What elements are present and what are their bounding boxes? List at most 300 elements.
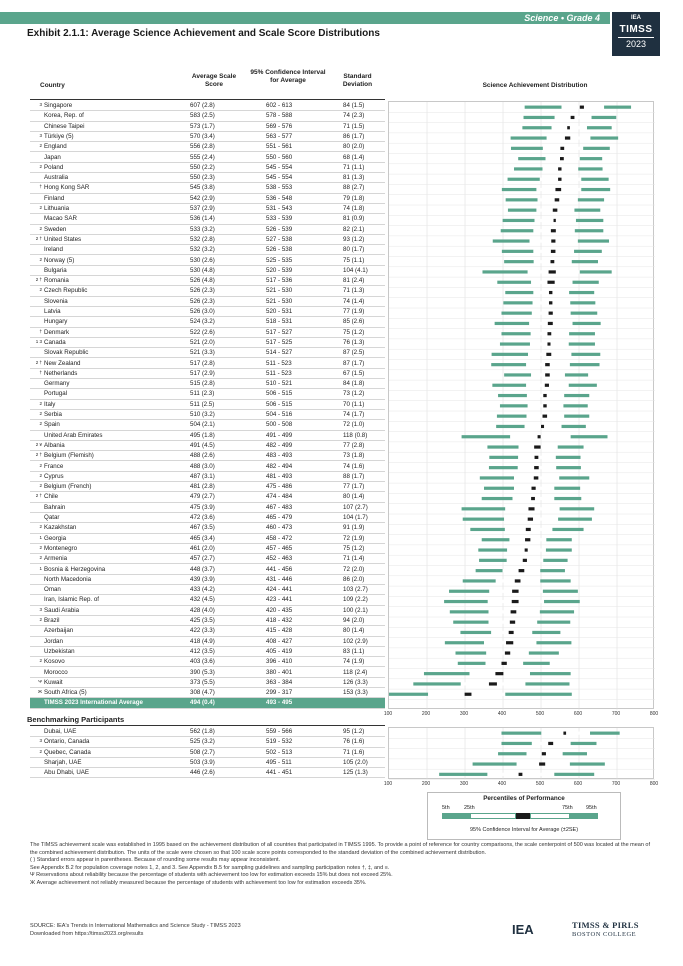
bar-p75-p95 [563, 752, 587, 755]
bar-p75-p95 [529, 651, 559, 654]
row-average-score: 465 (3.4) [190, 534, 215, 542]
bar-p75-p95 [554, 773, 594, 776]
row-country-name: Abu Dhabi, UAE [44, 769, 90, 777]
bar-ci-p75 [550, 363, 570, 366]
row-country-name: Bahrain [44, 503, 66, 511]
bar-p25-ci [536, 209, 552, 212]
row-confidence-interval: 517 - 525 [266, 338, 293, 346]
row-country-name: Kazakhstan [44, 524, 77, 532]
bar-p25-ci [532, 742, 548, 745]
row-average-score: 555 (2.4) [190, 153, 215, 161]
bar-p75-p95 [564, 394, 589, 397]
row-standard-deviation: 77 (1.7) [343, 483, 365, 491]
row-standard-deviation: 80 (1.4) [343, 493, 365, 501]
row-confidence-interval: 458 - 472 [266, 534, 293, 542]
table-row [30, 173, 385, 183]
row-country-name: Qatar [44, 514, 60, 521]
row-average-score: 428 (4.0) [190, 606, 215, 614]
bar-ci-p75 [555, 281, 573, 284]
row-country-name: Dubai, UAE [44, 728, 77, 735]
row-average-score: 517 (2.9) [190, 369, 215, 377]
row-confidence-interval: 465 - 479 [266, 514, 293, 521]
bar-p25-ci [533, 229, 550, 232]
row-average-score: 418 (4.9) [190, 637, 215, 645]
bar-p25-ci [531, 332, 548, 335]
source-line: SOURCE: IEA's Trends in International Mathematics and Science Study - TIMSS 2023 [30, 923, 241, 929]
bar-p25-ci [536, 188, 555, 191]
axis-tick-label: 600 [573, 780, 583, 787]
row-confidence-interval: 518 - 531 [266, 318, 293, 326]
row-standard-deviation: 71 (1.6) [343, 748, 365, 756]
row-standard-deviation: 75 (1.2) [343, 328, 365, 336]
ci-box [545, 384, 549, 387]
row-confidence-interval: 415 - 428 [266, 627, 293, 635]
bar-ci-p75 [471, 693, 505, 696]
download-line[interactable]: Downloaded from https://timss2023.org/results [30, 931, 144, 937]
footer-logo [512, 918, 662, 942]
ci-box [542, 752, 546, 755]
row-average-score: 532 (3.2) [190, 246, 215, 254]
bar-p5-p25 [514, 167, 543, 170]
row-country-name: Ontario, Canada [44, 738, 90, 746]
row-confidence-interval: 423 - 441 [266, 596, 293, 604]
ci-box [548, 742, 553, 745]
row-average-score: 403 (3.6) [190, 658, 215, 666]
ci-box [563, 732, 566, 735]
bar-p25-ci [528, 270, 549, 273]
bar-p25-ci [507, 559, 523, 562]
row-average-score: 481 (2.8) [190, 483, 215, 491]
table-row [30, 472, 385, 482]
bar-ci-p75 [536, 487, 555, 490]
bar-p25-ci [531, 281, 547, 284]
bar-p25-ci [519, 445, 535, 448]
row-country-name: Singapore [44, 102, 73, 109]
table-row [30, 183, 385, 193]
bar-p5-p25 [504, 260, 534, 263]
bar-p25-ci [533, 250, 550, 253]
row-average-score: 457 (2.7) [190, 555, 215, 563]
benchmarking-plot [388, 727, 654, 779]
ci-box [523, 559, 527, 562]
row-confidence-interval: 481 - 493 [266, 472, 293, 480]
bar-p75-p95 [581, 178, 608, 181]
row-confidence-interval: 578 - 588 [266, 112, 293, 120]
row-average-score: 511 (2.5) [190, 400, 215, 408]
row-average-score: 510 (3.2) [190, 411, 215, 418]
row-country-name: Spain [44, 421, 60, 429]
bar-p25-ci [525, 425, 541, 428]
row-confidence-interval: 521 - 530 [266, 287, 293, 295]
bar-p5-p25 [502, 250, 534, 253]
bar-ci-p75 [535, 497, 554, 500]
bar-p5-p25 [518, 157, 545, 160]
ci-box [525, 548, 528, 551]
row-confidence-interval: 536 - 548 [266, 194, 293, 202]
row-confidence-interval: 533 - 539 [266, 215, 293, 223]
row-standard-deviation: 67 (1.5) [343, 369, 365, 377]
bar-ci-p75 [524, 569, 540, 572]
row-standard-deviation: 118 (0.8) [343, 431, 368, 439]
axis-tick-label: 100 [383, 710, 393, 717]
bar-p75-p95 [559, 476, 589, 479]
row-standard-deviation: 72 (2.0) [343, 565, 365, 573]
row-standard-deviation: 79 (1.8) [343, 194, 365, 202]
bar-ci-p75 [541, 445, 558, 448]
bar-p5-p25 [479, 559, 507, 562]
row-standard-deviation: 76 (1.3) [343, 338, 365, 346]
table-row [30, 544, 385, 554]
col-header-average: Average Scale Score [191, 73, 237, 88]
row-confidence-interval: 420 - 435 [266, 606, 293, 614]
bar-p5-p25 [503, 301, 532, 304]
row-average-score: 607 (2.8) [190, 102, 215, 109]
bar-p5-p25 [501, 732, 541, 735]
row-confidence-interval: 545 - 554 [266, 163, 293, 171]
row-note: 2 [39, 472, 42, 478]
row-average-score: 522 (2.6) [190, 328, 215, 336]
bar-p75-p95 [571, 742, 597, 745]
col-header-distribution: Science Achievement Distribution [482, 82, 588, 89]
row-confidence-interval: 519 - 532 [266, 738, 293, 746]
row-confidence-interval: 474 - 484 [266, 493, 293, 501]
bar-ci-p75 [556, 270, 580, 273]
bar-p75-p95 [571, 312, 598, 315]
bar-p5-p25 [462, 507, 506, 510]
row-standard-deviation: 93 (1.2) [343, 235, 365, 243]
note-not-reliable: Ж Average achievement not reliably measured because the percentage of students with achievement too low for estimation exceeds 35%. [30, 879, 367, 886]
row-standard-deviation: 105 (2.0) [343, 758, 368, 766]
row-standard-deviation: 86 (1.7) [343, 132, 365, 140]
bar-p5-p25 [453, 621, 488, 624]
bar-p75-p95 [576, 219, 603, 222]
legend-bar-mid-upper [530, 813, 570, 819]
table-row [30, 758, 385, 768]
row-country-name: Montenegro [44, 544, 78, 552]
ci-box [553, 209, 558, 212]
table-row [30, 348, 385, 358]
bar-p25-ci [533, 301, 549, 304]
row-standard-deviation: 80 (1.4) [343, 627, 365, 635]
row-confidence-interval: 491 - 499 [266, 431, 293, 439]
row-country-name: Netherlands [44, 369, 78, 377]
row-country-name: Sweden [44, 225, 67, 233]
ci-box [531, 497, 535, 500]
row-note: 2 [39, 421, 42, 427]
ci-box [567, 126, 570, 129]
row-average-score: 550 (2.3) [190, 174, 215, 182]
bar-ci-p75 [538, 476, 559, 479]
ci-box [501, 662, 506, 665]
bar-p25-ci [504, 518, 528, 521]
row-note: 2 † [35, 359, 42, 365]
bar-ci-p75 [553, 322, 573, 325]
benchmarking-rule [30, 725, 385, 726]
ci-box [551, 260, 555, 263]
table-row [30, 737, 385, 747]
table-row [30, 688, 385, 698]
ci-box [528, 518, 533, 521]
bar-ci-p75 [553, 742, 570, 745]
bar-p75-p95 [587, 126, 612, 129]
bar-p25-ci [503, 569, 519, 572]
row-standard-deviation: 85 (2.6) [343, 318, 365, 326]
bar-ci-p75 [516, 610, 540, 613]
bar-p5-p25 [522, 126, 551, 129]
row-standard-deviation: 70 (1.1) [343, 400, 365, 408]
note-se: ( ) Standard errors appear in parentheses. Because of rounding some results may appear inconsistent. [30, 857, 281, 864]
table-row [30, 379, 385, 389]
legend-p95: 95th [586, 805, 597, 811]
bar-ci-p75 [551, 353, 571, 356]
ci-box [519, 773, 523, 776]
bar-ci-p75 [519, 590, 543, 593]
logo-year: 2023 [618, 37, 654, 49]
bar-p75-p95 [569, 342, 595, 345]
row-confidence-interval: 467 - 483 [266, 503, 293, 511]
bar-p5-p25 [463, 579, 496, 582]
bar-p5-p25 [470, 528, 505, 531]
row-note: 2 [39, 483, 42, 489]
row-confidence-interval: 500 - 508 [266, 421, 293, 429]
bar-p5-p25 [500, 404, 528, 407]
table-row [30, 276, 385, 286]
ci-box [512, 600, 519, 603]
row-confidence-interval: 460 - 473 [266, 524, 293, 532]
table-row [30, 534, 385, 544]
legend-bar-upper [570, 813, 598, 819]
row-note: 1 [39, 534, 42, 540]
ci-box [560, 157, 564, 160]
bar-p5-p25 [501, 742, 531, 745]
row-average-score: 550 (2.2) [190, 163, 215, 171]
bar-p5-p25 [497, 281, 531, 284]
bar-p5-p25 [484, 487, 514, 490]
table-row [30, 420, 385, 430]
intl-name: TIMSS 2023 International Average [44, 699, 143, 707]
ci-box [546, 353, 551, 356]
bar-p5-p25 [497, 415, 527, 418]
row-standard-deviation: 74 (1.6) [343, 462, 365, 470]
row-average-score: 390 (5.3) [190, 668, 215, 676]
ci-box [547, 281, 554, 284]
bar-p75-p95 [505, 693, 572, 696]
table-row [30, 575, 385, 585]
row-note: 2 [39, 400, 42, 406]
bar-p75-p95 [552, 528, 583, 531]
row-standard-deviation: 74 (1.7) [343, 411, 365, 418]
ci-box [549, 291, 552, 294]
row-confidence-interval: 550 - 560 [266, 153, 293, 161]
row-confidence-interval: 531 - 543 [266, 205, 293, 212]
row-average-score: 308 (4.7) [190, 689, 215, 697]
bar-p75-p95 [546, 538, 571, 541]
bar-p25-ci [509, 538, 525, 541]
bar-ci-p75 [503, 672, 530, 675]
row-country-name: Czech Republic [44, 287, 88, 295]
row-note: 2 † [35, 493, 42, 499]
table-row [30, 307, 385, 317]
bar-p25-ci [541, 732, 563, 735]
row-standard-deviation: 74 (2.3) [343, 112, 365, 120]
bar-p5-p25 [413, 682, 461, 685]
row-standard-deviation: 81 (0.9) [343, 215, 365, 223]
ci-box [549, 270, 556, 273]
bar-p5-p25 [482, 270, 527, 273]
row-confidence-interval: 299 - 317 [266, 689, 293, 697]
legend-title: Percentiles of Performance [483, 795, 565, 802]
row-standard-deviation: 75 (1.1) [343, 256, 365, 264]
ci-box [509, 631, 514, 634]
table-row [30, 163, 385, 173]
legend-ci-label: 95% Confidence Interval for Average (±2SE) [469, 827, 579, 833]
ci-box [565, 136, 570, 139]
ci-box [580, 106, 584, 109]
bar-p5-p25 [505, 291, 533, 294]
row-country-name: Armenia [44, 555, 68, 563]
bar-p75-p95 [590, 732, 620, 735]
ci-box [555, 198, 560, 201]
table-row [30, 235, 385, 245]
bar-p75-p95 [556, 456, 581, 459]
row-confidence-interval: 431 - 446 [266, 575, 293, 583]
bar-p75-p95 [560, 507, 595, 510]
row-confidence-interval: 483 - 493 [266, 452, 293, 460]
footer-boston-college: BOSTON COLLEGE [572, 931, 637, 938]
bar-p25-ci [540, 178, 558, 181]
row-country-name: Uzbekistan [44, 647, 75, 655]
logo-org: IEA [630, 15, 641, 21]
bar-p5-p25 [492, 353, 528, 356]
bar-ci-p75 [550, 373, 565, 376]
row-average-score: 537 (2.9) [190, 205, 215, 212]
row-confidence-interval: 441 - 451 [266, 769, 293, 777]
row-country-name: Saudi Arabia [44, 606, 80, 614]
bar-p75-p95 [540, 579, 570, 582]
row-confidence-interval: 506 - 515 [266, 390, 293, 398]
bar-p5-p25 [493, 239, 530, 242]
bar-p25-ci [530, 239, 552, 242]
bar-p5-p25 [458, 662, 486, 665]
ci-box [549, 301, 552, 304]
table-row [30, 637, 385, 647]
row-standard-deviation: 82 (2.1) [343, 225, 365, 233]
international-average-row [30, 698, 385, 708]
row-country-name: Chinese Taipei [44, 122, 85, 130]
bar-p5-p25 [496, 425, 525, 428]
row-average-score: 521 (2.0) [190, 338, 215, 346]
bar-p25-ci [470, 672, 496, 675]
row-note: 2 [39, 411, 42, 416]
row-country-name: Bulgaria [44, 266, 67, 274]
row-average-score: 475 (3.9) [190, 503, 215, 511]
ci-box [547, 332, 551, 335]
bar-ci-p75 [553, 312, 571, 315]
ci-box [525, 538, 530, 541]
row-average-score: 573 (1.7) [190, 122, 215, 130]
bar-p25-ci [484, 641, 506, 644]
row-average-score: 526 (2.3) [190, 297, 215, 305]
row-country-name: Portugal [44, 390, 68, 398]
bar-p25-ci [528, 353, 546, 356]
table-row [30, 462, 385, 472]
row-confidence-interval: 482 - 494 [266, 462, 293, 470]
distribution-svg [389, 728, 655, 780]
header-rule [30, 99, 385, 100]
bar-ci-p75 [519, 600, 544, 603]
bar-p75-p95 [564, 415, 589, 418]
row-standard-deviation: 75 (1.2) [343, 544, 365, 552]
row-confidence-interval: 457 - 465 [266, 544, 293, 552]
row-confidence-interval: 441 - 456 [266, 565, 293, 573]
bar-p75-p95 [540, 569, 565, 572]
row-note: 1 [39, 565, 42, 571]
legend-bar-lower [442, 813, 470, 819]
row-confidence-interval: 517 - 536 [266, 277, 293, 285]
bar-ci-p75 [522, 773, 554, 776]
bar-p25-ci [488, 600, 512, 603]
bar-ci-p75 [530, 538, 546, 541]
table-row [30, 359, 385, 369]
row-note: 3 [39, 132, 42, 138]
ci-box [554, 219, 556, 222]
row-average-score: 488 (3.0) [190, 462, 215, 470]
row-average-score: 487 (3.1) [190, 472, 215, 480]
intl-average: 494 (0.4) [190, 699, 215, 707]
bar-p5-p25 [489, 466, 518, 469]
bar-p5-p25 [492, 384, 526, 387]
bar-p5-p25 [511, 147, 543, 150]
bar-p5-p25 [389, 693, 428, 696]
row-note: 2 † [35, 235, 42, 241]
bar-p5-p25 [487, 445, 518, 448]
bar-ci-p75 [520, 579, 540, 582]
row-confidence-interval: 506 - 515 [266, 400, 293, 408]
legend-ci-box [516, 813, 530, 819]
table-row [30, 111, 385, 121]
row-average-score: 515 (2.8) [190, 380, 215, 388]
bar-p25-ci [552, 126, 568, 129]
row-standard-deviation: 100 (2.1) [343, 606, 368, 614]
bar-p5-p25 [489, 456, 518, 459]
bar-ci-p75 [552, 301, 570, 304]
row-confidence-interval: 551 - 561 [266, 143, 293, 151]
row-country-name: Italy [44, 400, 56, 408]
row-note: 3 [39, 738, 42, 744]
ci-box [543, 415, 548, 418]
ci-box [549, 312, 553, 315]
ci-box [532, 487, 536, 490]
row-country-name: Iran, Islamic Rep. of [44, 596, 100, 604]
row-note: † [39, 328, 42, 334]
axis-tick-label: 700 [611, 780, 621, 787]
row-country-name: Lithuania [44, 205, 70, 212]
bar-p25-ci [546, 157, 560, 160]
ci-box [539, 762, 545, 765]
bar-ci-p75 [559, 198, 578, 201]
row-country-name: Kosovo [44, 658, 65, 666]
row-country-name: France [44, 462, 64, 470]
bar-p25-ci [486, 651, 505, 654]
axis-tick-label: 200 [421, 710, 431, 717]
row-confidence-interval: 525 - 535 [266, 256, 293, 264]
row-country-name: Brazil [44, 617, 60, 624]
row-standard-deviation: 103 (2.7) [343, 586, 368, 594]
bar-p25-ci [543, 147, 560, 150]
bar-p75-p95 [532, 631, 560, 634]
table-row [30, 503, 385, 513]
row-country-name: Azerbaijan [44, 627, 74, 635]
